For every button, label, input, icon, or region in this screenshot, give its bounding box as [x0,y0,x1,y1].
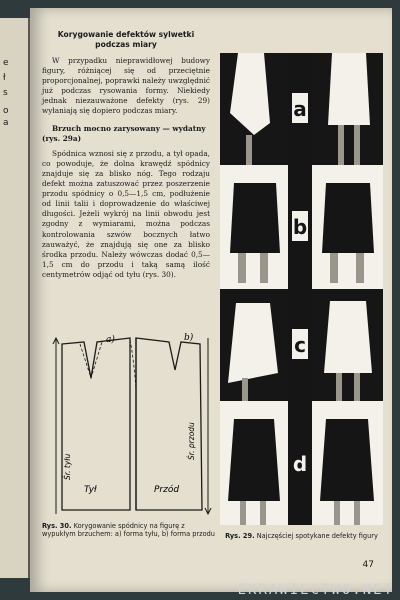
arrow-down-icon [205,338,211,514]
figure-30-number: Rys. 30. [42,522,72,530]
edge-letter: ł [3,73,6,83]
book-page [30,8,392,592]
photo-a-right [312,53,383,165]
body-paragraph: Spódnica wznosi się z przodu, a tył opada, co powoduje, że dolna krawędź spódnicy znajduje się za blisko nóg. Tego rodzaju defekt można zatuszować przez poszerzenie przodu spódnicy o 0,5—1,5 cm, podłużenie od linii talii i doprowadzenie do właściwej długości. Jeżeli wykrój na linii obwodu jest zgodny z wymiarami, można podczas kontrolowania szwów bocznych łatwo zauważyć, że znajdują się one za blisko środka przodu. Należy wówczas dodać 0,5—1,5 cm do przodu i taką samą ilość centymetrów odjąć od tyłu (rys. 30). [42,148,210,279]
photo-b-right [312,171,383,283]
edge-letter: o [3,106,9,116]
photo-a-left [220,53,288,165]
text-column [42,30,210,287]
figure-30-caption-text: Korygowanie spódnicy na figurę z wypukłym brzuchem: a) forma tyłu, b) forma przodu [42,522,215,539]
arrow-up-icon [53,338,59,514]
edge-letter: s [3,88,8,98]
section-subheading: Brzuch mocno zarysowany — wydatny (rys. 29a) [42,123,206,143]
page-number: 47 [362,560,374,570]
photo-c-right [312,289,383,401]
back-center-label: Śr. tyłu [63,453,72,480]
letter-d: d [292,452,308,476]
figure-30-caption [42,522,218,539]
side-seam-shift [130,340,136,390]
watermark: EKRAWIECTWO.NET [237,582,394,598]
label-b: b) [184,333,194,343]
label-a: a) [106,335,115,345]
edge-letter: e [3,58,9,68]
figure-29-photo-grid [220,53,383,525]
photo-d-right [312,407,383,525]
photo-c-left [220,289,288,401]
photo-b-left [220,171,288,283]
letter-a: a [293,97,307,121]
facing-page-edge [0,18,30,578]
back-dart-corrected [80,342,102,378]
figure-29-caption-text: Najczęściej spotykane defekty figury [256,532,378,540]
intro-paragraph: W przypadku nieprawidłowej budowy figury, różniącej się od przeciętnie proporcjonalnej, poprawki należy uwzględnić już podczas rysowania formy. Niekiedy jednak niezauważone defekty (rys. 29) wyłaniają się dopiero podczas miary. [42,56,210,116]
letter-c: c [294,333,306,357]
front-label: Przód [154,485,180,495]
back-label: Tył [84,485,97,495]
edge-letter: a [3,118,9,128]
letter-b: b [292,215,308,239]
figure-29-caption [220,532,383,540]
skirt-pattern-diagram [44,330,216,518]
front-center-label: Śr. przodu [187,422,196,460]
article-title: Korygowanie defektów sylwetki podczas miary [57,30,195,49]
photo-d-left [220,407,288,525]
figure-29-number: Rys. 29. [225,532,255,540]
